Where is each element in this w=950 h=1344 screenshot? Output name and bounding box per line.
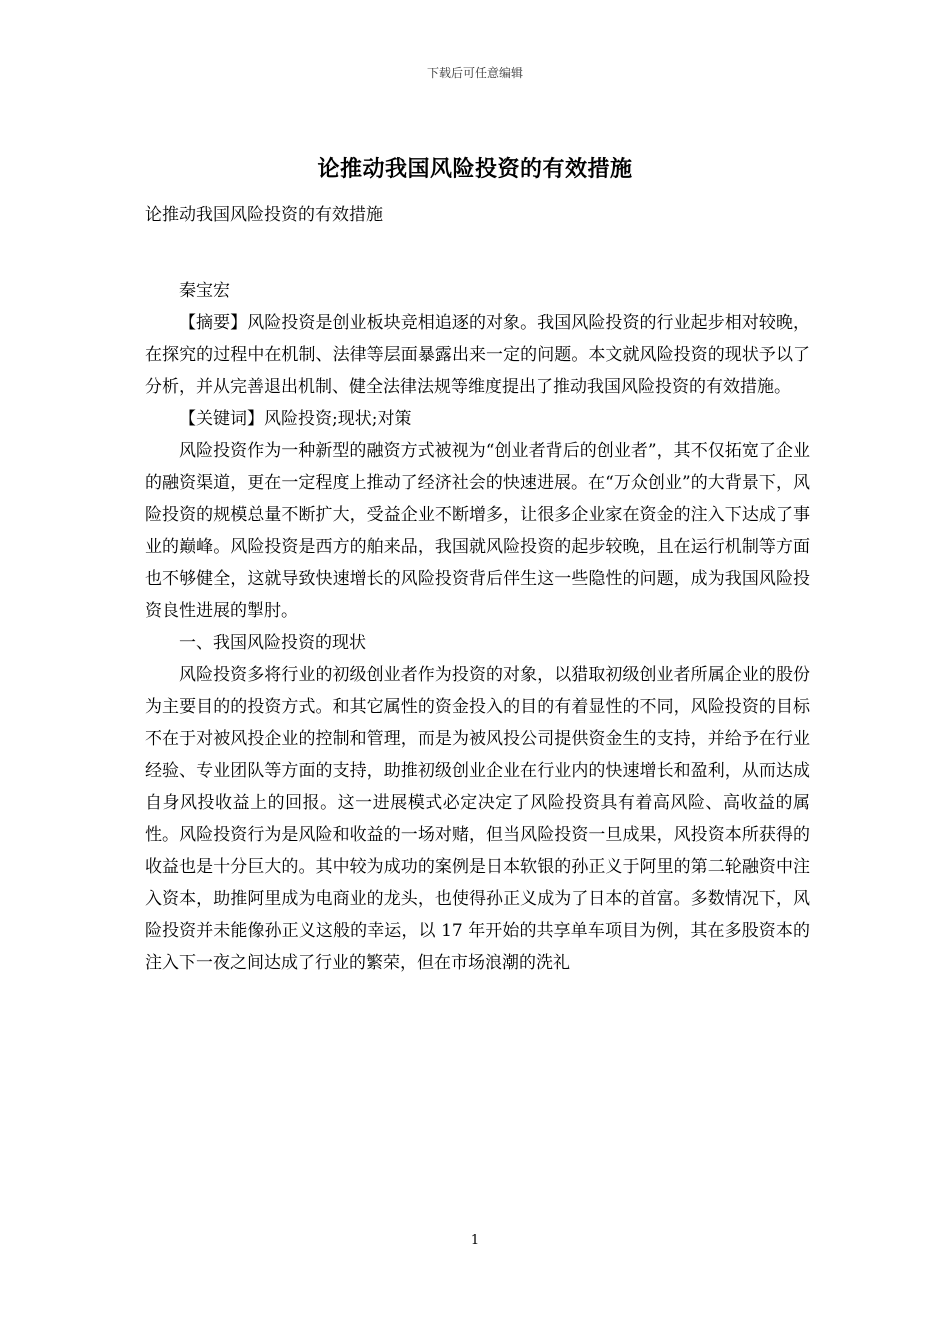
abstract-paragraph: 【摘要】风险投资是创业板块竞相追逐的对象。我国风险投资的行业起步相对较晚，在探究的过程中在机制、法律等层面暴露出来一定的问题。本文就风险投资的现状予以了分析，并从完善退出机制、健全法律法规等维度提出了推动我国风险投资的有效措施。 — [145, 313, 810, 397]
document-subtitle: 论推动我国风险投资的有效措施 — [145, 205, 383, 225]
body-paragraph-2: 风险投资多将行业的初级创业者作为投资的对象，以猎取初级创业者所属企业的股份为主要目的的投资方式。和其它属性的资金投入的目的有着显性的不同，风险投资的目标不在于对被风投企业的控制和管理，而是为被风投公司提供资金生的支持，并给予在行业经验、专业团队等方面的支持，助推初级创业企业在行业内的快速增长和盈利，从而达成自身风投收益上的回报。这一进展模式必定决定了风险投资具有着高风险、高收益的属性。风险投资行为是风险和收益的一场对赌，但当风险投资一旦成果，风投资本所获得的收益也是十分巨大的。其中较为成功的案例是日本软银的孙正义于阿里的第二轮融资中注入资本，助推阿里成为电商业的龙头，也使得孙正义成为了日本的首富。多数情况下，风险投资并未能像孙正义这般的幸运，以 17 年开始的共享单车项目为例，其在多股资本的注入下一夜之间达成了行业的繁荣，但在市场浪潮的洗礼 — [145, 665, 810, 973]
section-heading-1: 一、我国风险投资的现状 — [179, 633, 366, 653]
page-number: 1 — [470, 1233, 480, 1248]
keywords-line: 【关键词】风险投资;现状;对策 — [179, 409, 412, 429]
document-title: 论推动我国风险投资的有效措施 — [317, 156, 633, 182]
author-name: 秦宝宏 — [179, 281, 230, 301]
body-paragraph-1: 风险投资作为一种新型的融资方式被视为“创业者背后的创业者”，其不仅拓宽了企业的融资渠道，更在一定程度上推动了经济社会的快速进展。在“万众创业”的大背景下，风险投资的规模总量不断扩大，受益企业不断增多，让很多企业家在资金的注入下达成了事业的巅峰。风险投资是西方的舶来品，我国就风险投资的起步较晚，且在运行机制等方面也不够健全，这就导致快速增长的风险投资背后伴生这一些隐性的问题，成为我国风险投资良性进展的掣肘。 — [145, 441, 810, 621]
document-body — [145, 199, 810, 979]
page-header-note: 下载后可任意编辑 — [426, 66, 523, 80]
blank-line — [145, 231, 810, 263]
